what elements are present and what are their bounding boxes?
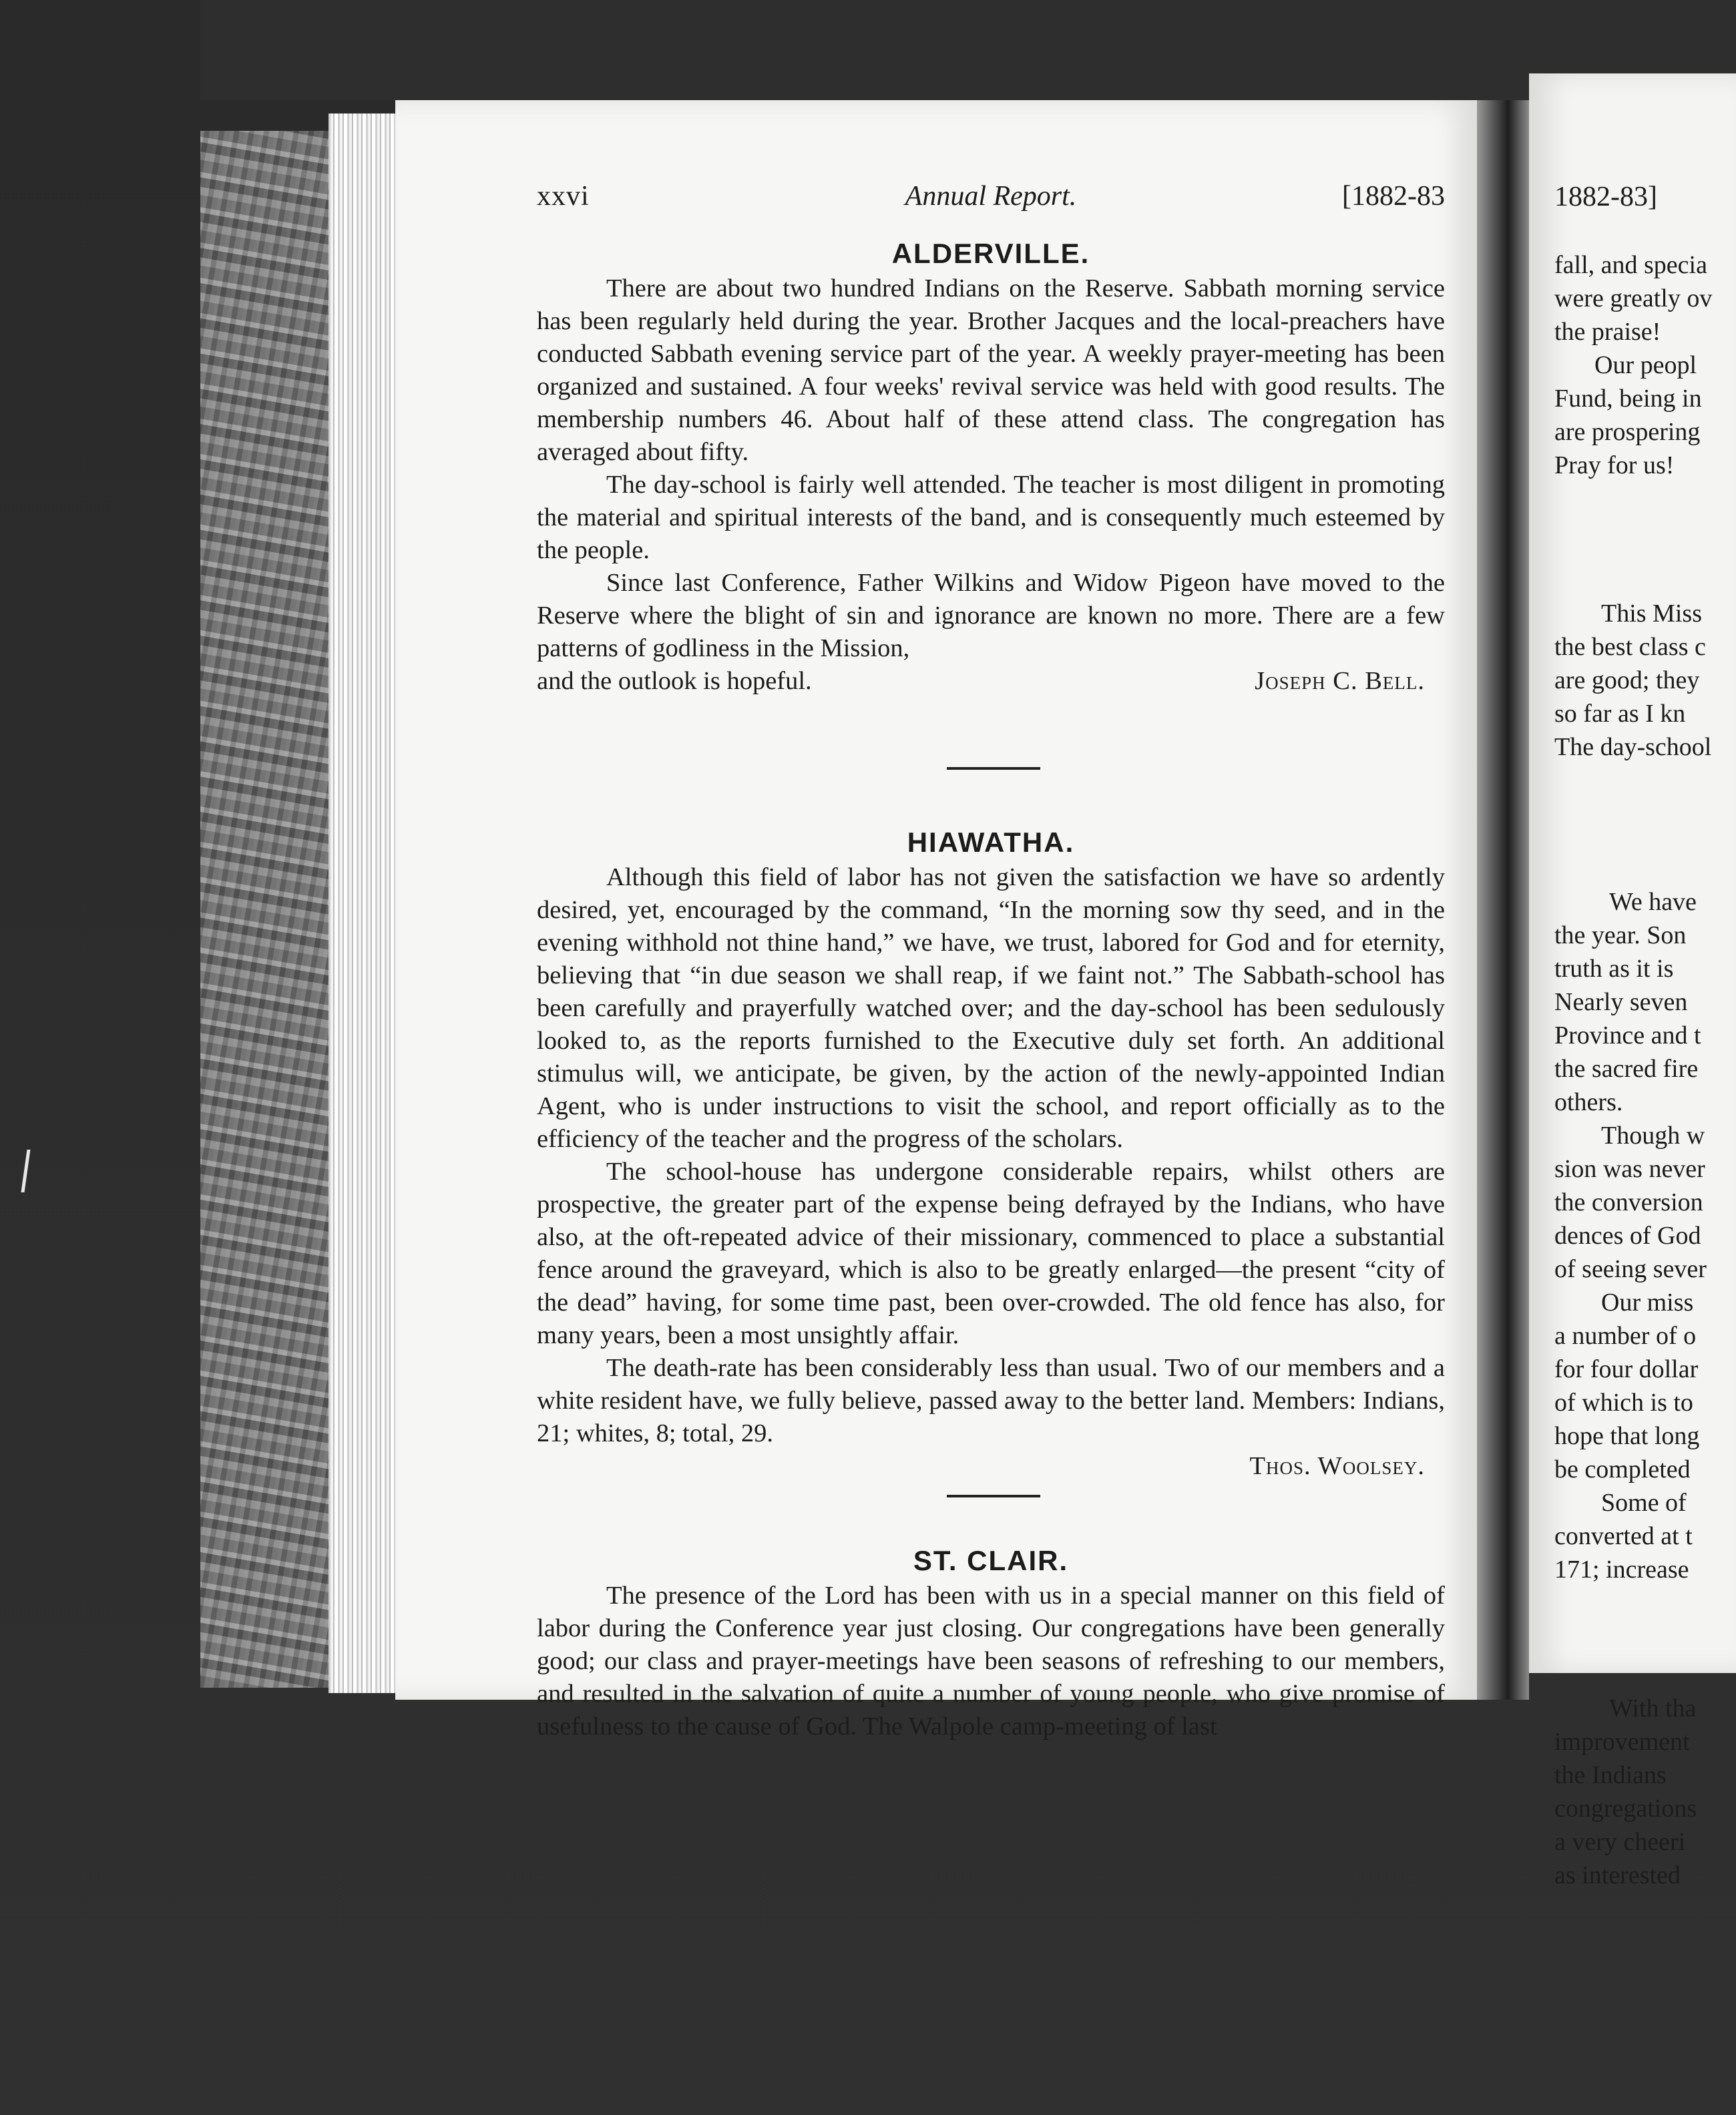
right-line: Fund, being in <box>1554 385 1702 413</box>
right-line: improvement <box>1554 1728 1690 1756</box>
marbled-book-edge <box>200 131 329 1688</box>
section-heading: ALDERVILLE. <box>891 238 1090 269</box>
right-line: 171; increase <box>1554 1556 1689 1584</box>
page-number: xxvi <box>537 181 590 212</box>
right-line: were greatly ov <box>1554 284 1713 312</box>
right-line: the Indians <box>1554 1761 1667 1789</box>
closing-text: and the outlook is hopeful. <box>537 667 812 695</box>
right-line: a number of o <box>1554 1322 1697 1350</box>
right-line: of seeing sever <box>1554 1255 1707 1283</box>
right-line: Though w <box>1601 1122 1705 1150</box>
right-line: are good; they <box>1554 666 1700 694</box>
page-block-edges <box>329 113 395 1693</box>
running-title: Annual Report. <box>905 181 1077 212</box>
running-years: [1882-83 <box>1342 181 1445 212</box>
right-line: With tha <box>1609 1694 1697 1722</box>
right-line: Province and t <box>1554 1021 1701 1049</box>
paragraph: Although this field of labor has not given the satisfaction we have so ardently desired, yet, encouraged by the command, “In the morning sow thy seed, and in the evening withhold not thine hand,” we have, we trust, labored for God and for eternity, believing that “in due season we shall reap, if we faint not.” The Sabbath-school has been carefully and prayerfully watched over; and the day-school has been sedulously looked to, as the reports furnished to the Executive duly set forth. An additional stimulus will, we anticipate, be given, by the action of the newly-appointed Indian Agent, who is under instructions to visit the school, and report officially as to the efficiency of the teacher and the progress of the scholars. <box>537 863 1445 1153</box>
right-line: the conversion <box>1554 1188 1703 1216</box>
right-line: are prospering <box>1554 418 1701 446</box>
right-line: congregations <box>1554 1795 1697 1823</box>
paragraph: Since last Conference, Father Wilkins and Widow Pigeon have moved to the Reserve where the blight of sin and ignorance are known no more. There are a few patterns of godliness in the Mission, <box>537 569 1445 662</box>
right-line: for four dollar <box>1554 1355 1699 1383</box>
right-line: We have <box>1609 888 1697 916</box>
right-line: Pray for us! <box>1554 451 1675 479</box>
right-line: converted at t <box>1554 1522 1693 1550</box>
book-gutter <box>1477 100 1529 1700</box>
right-line: dences of God <box>1554 1222 1701 1250</box>
right-line: Our miss <box>1601 1288 1694 1317</box>
paragraph: There are about two hundred Indians on the Reserve. Sabbath morning service has been regularly held during the year. Brother Jacques and the local-preachers have conducted Sabbath evening service part of the year. A weekly prayer-meeting has been organized and sustained. A four weeks' revival service was held with good results. The membership numbers 46. About half of these attend class. The congregation has averaged about fifty. <box>537 274 1445 466</box>
section-divider <box>947 767 1040 770</box>
right-line: the praise! <box>1554 318 1661 346</box>
right-line: The day-school <box>1554 733 1712 761</box>
closing-line <box>537 665 1445 698</box>
section-alderville <box>537 235 1445 698</box>
right-line: the sacred fire <box>1554 1055 1699 1083</box>
right-line: truth as it is <box>1554 955 1674 983</box>
paragraph: The day-school is fairly well attended. The teacher is most diligent in promoting the material and spiritual interests of the band, and is consequently much esteemed by the people. <box>537 471 1445 564</box>
right-line: the year. Son <box>1554 921 1687 949</box>
right-line: as interested <box>1554 1861 1681 1889</box>
right-line: Some of <box>1601 1489 1687 1517</box>
section-hiawatha <box>537 824 1445 1483</box>
section-heading: HIAWATHA. <box>907 827 1075 858</box>
right-line: fall, and specia <box>1554 251 1707 279</box>
right-line: the best class c <box>1554 633 1706 661</box>
right-line: hope that long <box>1554 1422 1700 1450</box>
right-page-header: 1882-83] <box>1554 182 1657 212</box>
paragraph: The death-rate has been considerably less than usual. Two of our members and a white resident have, we fully believe, passed away to the better land. Members: Indians, 21; whites, 8; total, 29. <box>537 1354 1445 1447</box>
signature: Joseph C. Bell. <box>1255 667 1425 695</box>
right-line: be completed <box>1554 1455 1691 1483</box>
right-line: sion was never <box>1554 1155 1705 1183</box>
right-line: of which is to <box>1554 1389 1693 1417</box>
running-head <box>537 180 1445 218</box>
section-heading: ST. CLAIR. <box>913 1545 1069 1576</box>
right-page-cropped <box>1529 73 1736 1889</box>
signature: Thos. Woolsey. <box>1249 1452 1425 1480</box>
right-line: Nearly seven <box>1554 988 1688 1016</box>
section-divider <box>947 1495 1040 1497</box>
right-line: others. <box>1554 1088 1623 1116</box>
right-line: so far as I kn <box>1554 700 1686 728</box>
right-line: Our peopl <box>1594 351 1697 379</box>
paragraph: The presence of the Lord has been with us in a special manner on this field of labor during the Conference year just closing. Our congregations have been generally good; our class and prayer-meetings have been seasons of refreshing to our members, and resulted in the salvation of quite a number of young people, who give promise of usefulness to the cause of God. The Walpole camp-meeting of last <box>537 1582 1445 1740</box>
scan-top-margin <box>200 0 1736 100</box>
right-line: a very cheeri <box>1554 1828 1686 1856</box>
paragraph: The school-house has undergone considerable repairs, whilst others are prospective, the greater part of the expense being defrayed by the Indians, who have also, at the oft-repeated advice of their missionary, commenced to place a substantial fence around the graveyard, which is also to be greatly enlarged—the present “city of the dead” having, for some time past, been over-crowded. The old fence has also, for many years, been a most unsightly affair. <box>537 1158 1445 1349</box>
right-line: This Miss <box>1601 600 1702 628</box>
section-st-clair <box>537 1542 1445 1743</box>
